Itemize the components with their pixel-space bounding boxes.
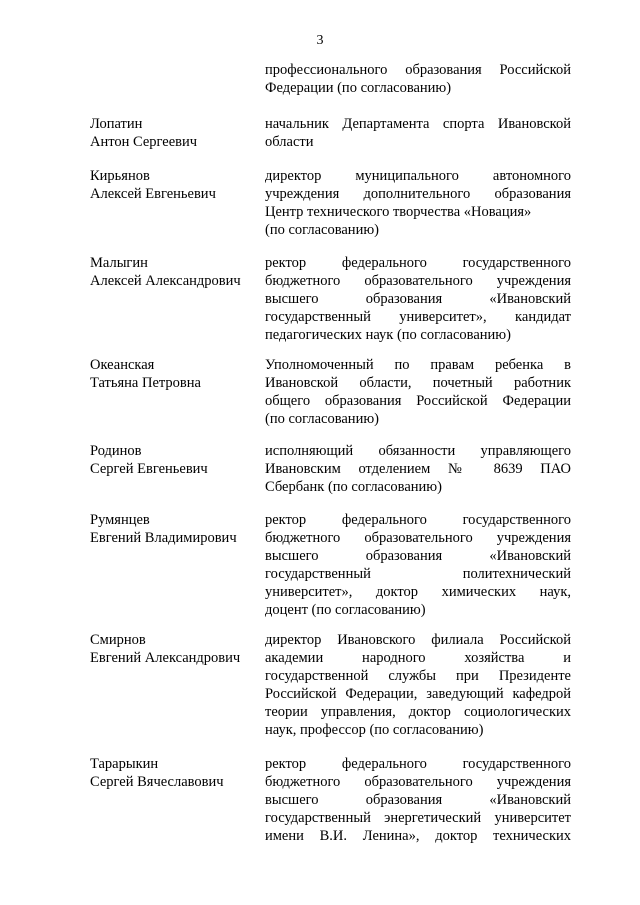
member-given-names: Сергей Евгеньевич [90, 461, 208, 477]
role-line: общего образования Российской Федерации [265, 393, 571, 409]
role-line: ректор федерального государственного [265, 756, 571, 772]
member-position [265, 254, 571, 344]
role-line: бюджетного образовательного учреждения [265, 530, 571, 546]
role-line: высшего образования «Ивановский [265, 291, 571, 307]
role-line: государственный университет», кандидат [265, 309, 571, 325]
role-line: государственный энергетический университет [265, 810, 571, 826]
role-line: Российской Федерации, заведующий кафедрой [265, 686, 571, 702]
member-given-names: Алексей Александрович [90, 273, 241, 289]
member-surname: Тарарыкин [90, 756, 159, 772]
member-given-names: Татьяна Петровна [90, 375, 201, 391]
member-name [90, 115, 260, 151]
role-line: высшего образования «Ивановский [265, 548, 571, 564]
member-name [90, 254, 260, 290]
role-line: Федерации (по согласованию) [265, 80, 452, 96]
role-line: бюджетного образовательного учреждения [265, 273, 571, 289]
member-name [90, 442, 260, 478]
member-name [90, 356, 260, 392]
member-name [90, 511, 260, 547]
role-line: Ивановским отделением № 8639 ПАО [265, 461, 571, 477]
role-line: (по согласованию) [265, 411, 379, 427]
role-line: академии народного хозяйства и [265, 650, 571, 666]
role-line: ректор федерального государственного [265, 512, 571, 528]
role-line: теории управления, доктор социологических [265, 704, 571, 720]
member-given-names: Евгений Владимирович [90, 530, 237, 546]
member-name [90, 167, 260, 203]
member-surname: Океанская [90, 357, 155, 373]
role-line: университет», доктор химических наук, [265, 584, 571, 600]
member-surname: Румянцев [90, 512, 150, 528]
member-name [90, 755, 260, 791]
member-position [265, 511, 571, 619]
member-given-names: Сергей Вячеславович [90, 774, 224, 790]
role-line: Сбербанк (по согласованию) [265, 479, 442, 495]
role-line: доцент (по согласованию) [265, 602, 426, 618]
role-line: государственный политехнический [265, 566, 571, 582]
role-line: Центр технического творчества «Новация» [265, 204, 532, 220]
role-line: государственной службы при Президенте [265, 668, 571, 684]
role-line: исполняющий обязанности управляющего [265, 443, 571, 459]
role-line: наук, профессор (по согласованию) [265, 722, 484, 738]
role-line: области [265, 134, 314, 150]
role-line: Уполномоченный по правам ребенка в [265, 357, 571, 373]
member-name [90, 631, 260, 667]
member-given-names: Антон Сергеевич [90, 134, 198, 150]
role-line: директор муниципального автономного [265, 168, 571, 184]
role-line: начальник Департамента спорта Ивановской [265, 116, 571, 132]
member-given-names: Алексей Евгеньевич [90, 186, 216, 202]
page-number: 3 [316, 33, 324, 48]
member-position [265, 167, 571, 239]
member-position [265, 115, 571, 151]
role-line: (по согласованию) [265, 222, 379, 238]
member-surname: Родинов [90, 443, 142, 459]
role-line: бюджетного образовательного учреждения [265, 774, 571, 790]
continuation-text [265, 61, 571, 97]
member-surname: Кирьянов [90, 168, 150, 184]
member-position [265, 631, 571, 739]
member-position [265, 442, 571, 496]
role-line: имени В.И. Ленина», доктор технических [265, 828, 571, 844]
member-position [265, 356, 571, 428]
role-line: педагогических наук (по согласованию) [265, 327, 511, 343]
role-line: профессионального образования Российской [265, 62, 571, 78]
member-surname: Лопатин [90, 116, 143, 132]
role-line: высшего образования «Ивановский [265, 792, 571, 808]
role-line: директор Ивановского филиала Российской [265, 632, 571, 648]
role-line: учреждения дополнительного образования [265, 186, 571, 202]
member-position [265, 755, 571, 845]
role-line: Ивановской области, почетный работник [265, 375, 571, 391]
member-given-names: Евгений Александрович [90, 650, 241, 666]
member-surname: Малыгин [90, 255, 148, 271]
member-surname: Смирнов [90, 632, 146, 648]
role-line: ректор федерального государственного [265, 255, 571, 271]
